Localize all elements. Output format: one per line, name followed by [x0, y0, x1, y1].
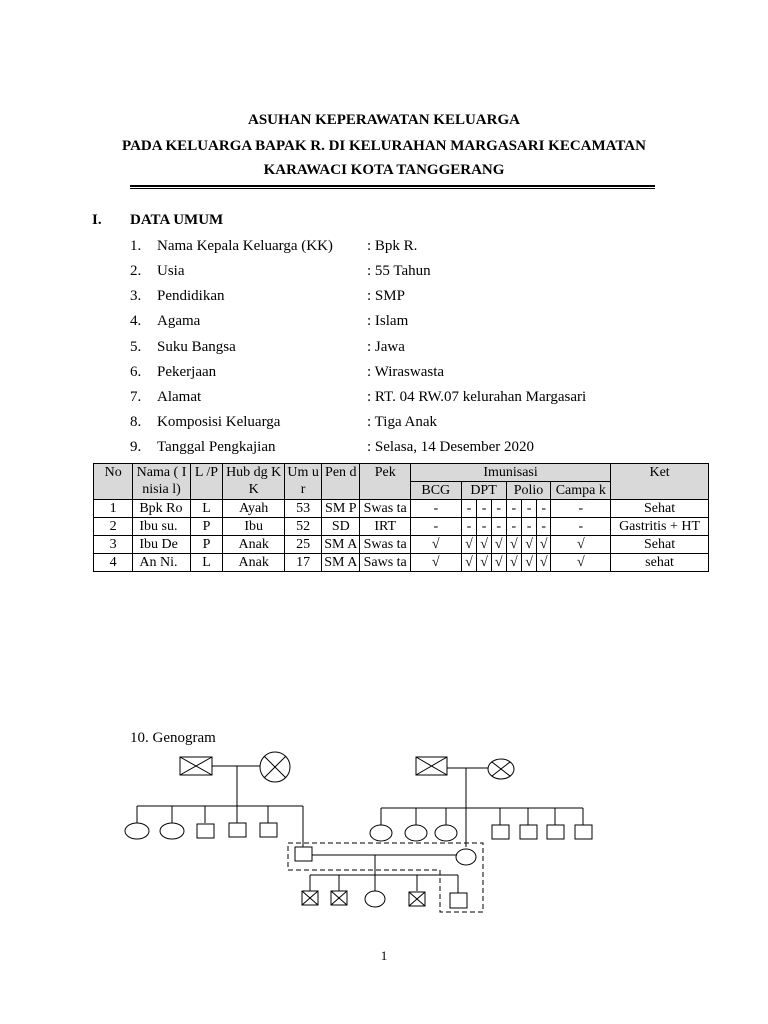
- maternal-aunt: [370, 825, 392, 841]
- cell-nama: An Ni.: [133, 554, 190, 572]
- document-title-line-3: KARAWACI KOTA TANGGERANG: [263, 162, 505, 178]
- cell-dpt-1: √: [461, 536, 477, 554]
- cell-lp: P: [190, 536, 223, 554]
- header-bcg: BCG: [410, 482, 461, 500]
- item-number: 1.: [130, 238, 142, 254]
- mother: [456, 849, 476, 865]
- cell-polio-1: -: [506, 518, 522, 536]
- cell-polio-2: √: [522, 536, 537, 554]
- cell-polio-3: -: [536, 518, 551, 536]
- paternal-grandfather-deceased: [180, 757, 212, 775]
- cell-lp: L: [190, 554, 223, 572]
- cell-pend: SD: [322, 518, 360, 536]
- cell-dpt-1: √: [461, 554, 477, 572]
- cell-polio-1: √: [506, 536, 522, 554]
- son-deceased: [302, 891, 318, 905]
- cell-umur: 17: [285, 554, 322, 572]
- item-number: 2.: [130, 263, 142, 279]
- cell-bcg: √: [410, 536, 461, 554]
- maternal-aunt: [405, 825, 427, 841]
- page-number: 1: [380, 948, 388, 963]
- header-no: No: [94, 464, 133, 500]
- header-umur: Um ur: [285, 464, 322, 500]
- item-label: Tanggal Pengkajian: [157, 439, 276, 455]
- cell-hub: Ibu: [223, 518, 285, 536]
- item-label: Pendidikan: [157, 288, 225, 304]
- cell-nama: Ibu De: [133, 536, 190, 554]
- paternal-aunt: [160, 823, 184, 839]
- cell-dpt-3: √: [491, 536, 506, 554]
- item-number: 8.: [130, 414, 142, 430]
- item-value: : Bpk R.: [367, 238, 418, 254]
- item-label: Agama: [157, 313, 201, 329]
- item-label: Alamat: [157, 389, 202, 405]
- cell-lp: L: [190, 500, 223, 518]
- cell-nama: Ibu su.: [133, 518, 190, 536]
- maternal-grandfather-deceased: [416, 757, 447, 775]
- cell-polio-2: √: [522, 554, 537, 572]
- header-polio: Polio: [506, 482, 551, 500]
- cell-dpt-1: -: [461, 518, 477, 536]
- header-pek: Pek: [360, 464, 411, 500]
- cell-nama: Bpk Ro: [133, 500, 190, 518]
- cell-dpt-2: √: [477, 554, 492, 572]
- cell-hub: Anak: [223, 554, 285, 572]
- cell-lp: P: [190, 518, 223, 536]
- cell-dpt-2: √: [477, 536, 492, 554]
- cell-ket: Sehat: [611, 500, 709, 518]
- son-deceased: [331, 891, 347, 905]
- maternal-grandmother-deceased: [488, 759, 514, 779]
- item-number: 4.: [130, 313, 142, 329]
- cell-umur: 53: [285, 500, 322, 518]
- paternal-grandmother-deceased: [260, 752, 290, 782]
- item-label: Suku Bangsa: [157, 339, 236, 355]
- maternal-uncle: [520, 825, 537, 839]
- daughter: [365, 891, 385, 907]
- section-number: I.: [92, 212, 102, 228]
- cell-pend: SM P: [322, 500, 360, 518]
- item-number: 9.: [130, 439, 142, 455]
- item-number: 7.: [130, 389, 142, 405]
- header-nama: Nama ( Inisia l): [133, 464, 190, 500]
- item-label: Usia: [157, 263, 185, 279]
- cell-hub: Ayah: [223, 500, 285, 518]
- cell-no: 4: [94, 554, 133, 572]
- cell-campak: -: [551, 518, 611, 536]
- header-lp: L /P: [190, 464, 223, 500]
- cell-no: 3: [94, 536, 133, 554]
- cell-dpt-3: √: [491, 554, 506, 572]
- cell-dpt-3: -: [491, 500, 506, 518]
- header-pend: Pen d: [322, 464, 360, 500]
- item-value: : Islam: [367, 313, 409, 329]
- cell-ket: Sehat: [611, 536, 709, 554]
- father-kk: [295, 847, 312, 861]
- header-campak: Campa k: [551, 482, 611, 500]
- paternal-uncle: [197, 824, 214, 838]
- cell-pek: Swas ta: [360, 500, 411, 518]
- header-imunisasi: Imunisasi: [410, 464, 610, 482]
- item-label: Nama Kepala Keluarga (KK): [157, 238, 333, 254]
- son-deceased: [409, 892, 425, 906]
- paternal-uncle: [260, 823, 277, 837]
- cell-campak: √: [551, 554, 611, 572]
- cell-pek: IRT: [360, 518, 411, 536]
- cell-campak: √: [551, 536, 611, 554]
- item-number: 3.: [130, 288, 142, 304]
- maternal-uncle: [575, 825, 592, 839]
- item-value: : RT. 04 RW.07 kelurahan Margasari: [367, 389, 587, 405]
- item-value: : Tiga Anak: [367, 414, 438, 430]
- paternal-uncle: [229, 823, 246, 837]
- header-dpt: DPT: [461, 482, 506, 500]
- cell-dpt-3: -: [491, 518, 506, 536]
- maternal-aunt: [435, 825, 457, 841]
- cell-dpt-2: -: [477, 500, 492, 518]
- cell-bcg: -: [410, 518, 461, 536]
- cell-polio-3: -: [536, 500, 551, 518]
- cell-dpt-2: -: [477, 518, 492, 536]
- item-number: 5.: [130, 339, 142, 355]
- cell-pek: Saws ta: [360, 554, 411, 572]
- cell-ket: sehat: [611, 554, 709, 572]
- genogram-label: 10. Genogram: [130, 730, 216, 746]
- cell-ket: Gastritis + HT: [611, 518, 709, 536]
- cell-pend: SM A: [322, 554, 360, 572]
- cell-polio-3: √: [536, 536, 551, 554]
- cell-pend: SM A: [322, 536, 360, 554]
- cell-no: 1: [94, 500, 133, 518]
- cell-bcg: √: [410, 554, 461, 572]
- item-value: : Selasa, 14 Desember 2020: [367, 439, 535, 455]
- paternal-aunt: [125, 823, 149, 839]
- cell-pek: Swas ta: [360, 536, 411, 554]
- maternal-uncle: [492, 825, 509, 839]
- item-value: : 55 Tahun: [367, 263, 431, 279]
- cell-polio-1: -: [506, 500, 522, 518]
- cell-no: 2: [94, 518, 133, 536]
- item-number: 6.: [130, 364, 142, 380]
- document-title-line-1: ASUHAN KEPERAWATAN KELUARGA: [248, 112, 520, 128]
- cell-campak: -: [551, 500, 611, 518]
- header-hub-kk: Hub dg KK: [223, 464, 285, 500]
- item-label: Pekerjaan: [157, 364, 217, 380]
- maternal-uncle: [547, 825, 564, 839]
- item-value: : SMP: [367, 288, 405, 304]
- cell-polio-2: -: [522, 500, 537, 518]
- cell-bcg: -: [410, 500, 461, 518]
- item-value: : Wiraswasta: [367, 364, 445, 380]
- document-title-line-2: PADA KELUARGA BAPAK R. DI KELURAHAN MARGASARI KECAMATAN: [122, 138, 646, 154]
- cell-dpt-1: -: [461, 500, 477, 518]
- cell-polio-3: √: [536, 554, 551, 572]
- cell-polio-2: -: [522, 518, 537, 536]
- household-boundary: [288, 843, 483, 912]
- cell-hub: Anak: [223, 536, 285, 554]
- cell-umur: 25: [285, 536, 322, 554]
- section-title: DATA UMUM: [130, 212, 224, 228]
- item-value: : Jawa: [367, 339, 405, 355]
- cell-umur: 52: [285, 518, 322, 536]
- cell-polio-1: √: [506, 554, 522, 572]
- item-label: Komposisi Keluarga: [157, 414, 281, 430]
- son: [450, 893, 467, 908]
- header-ket: Ket: [611, 464, 709, 500]
